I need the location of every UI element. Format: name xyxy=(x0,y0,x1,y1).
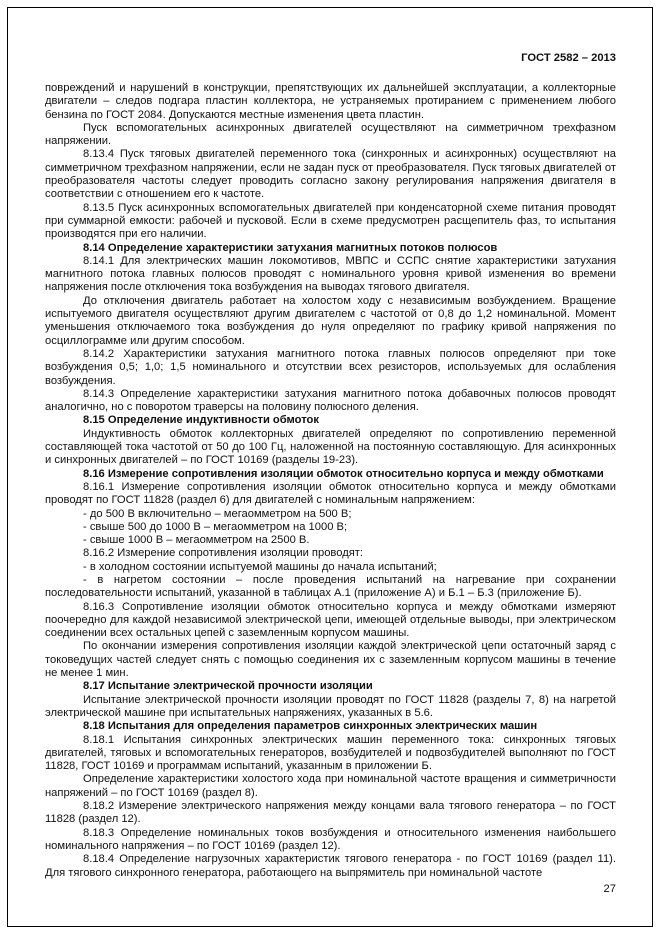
section-heading: 8.16 Измерение сопротивления изоляции обмоток относительно корпуса и между обмотками xyxy=(83,467,604,480)
section-heading: 8.14 Определение характеристики затухания магнитных потоков полюсов xyxy=(83,241,498,254)
page-content xyxy=(45,52,616,880)
page-number: 27 xyxy=(603,883,616,895)
paragraph: Индуктивность обмоток коллекторных двигателей определяют по сопротивлению переменной составляющей тока частотой от 50 до 100 Гц, наложенной на постоянную составляющую. Для асинхронных и синхронных двигателей – по ГОСТ 10169 (разделы 19-23). xyxy=(45,427,616,467)
section-heading: 8.15 Определение индуктивности обмоток xyxy=(83,414,319,427)
paragraph: Испытание электрической прочности изоляции проводят по ГОСТ 11828 (разделы 7, 8) на нагретой электрической машине при испытательных напряжениях, указанных в 5.6. xyxy=(45,693,616,719)
paragraph: 8.14.2 Характеристики затухания магнитного потока главных полюсов определяют при токе возбуждения 0,5; 1,0; 1,5 номинального и отсутствии всех резисторов, используемых для ослабления возбуждения. xyxy=(45,347,616,387)
paragraph: 8.16.1 Измерение сопротивления изоляции обмоток относительно корпуса и между обмотками проводят по ГОСТ 11828 (раздел 6) для двигателей с номинальным напряжением: xyxy=(45,480,616,507)
paragraph: - свыше 1000 В – мегаомметром на 2500 В. xyxy=(83,534,310,547)
section-heading: 8.17 Испытание электрической прочности изоляции xyxy=(83,680,373,693)
doc-number: ГОСТ 2582 – 2013 xyxy=(521,52,616,64)
paragraph: 8.13.4 Пуск тяговых двигателей переменного тока (синхронных и асинхронных) осуществляют на симметричном трехфазном напряжении, если не задан пуск от преобразователя. Пуск тяговых двигателей от преобразователя частоты следует проводить согласно закону регулирования напряжения двигателя в соответствии с отношением его к частоте. xyxy=(45,148,616,201)
section-heading: 8.18 Испытания для определения параметров синхронных электрических машин xyxy=(83,720,538,733)
paragraph: Пуск вспомогательных асинхронных двигателей осуществляют на симметричном трехфазном напряжении. xyxy=(45,121,616,148)
paragraph: - в нагретом состоянии – после проведения испытаний на нагревание при сохранении последовательности испытаний, указанной в таблицах А.1 (приложение А) и Б.1 – Б.3 (приложение Б). xyxy=(45,573,616,600)
paragraph: До отключения двигатель работает на холостом ходу с независимым возбуждением. Вращение испытуемого двигателя осуществляют другим двигателем с частотой от 0,8 до 1,2 номинальной. Момент уменьшения отключаемого тока возбуждения до нуля определяют по графику кривой напряжения по осциллограмме или другим способом. xyxy=(45,294,616,347)
paragraph: 8.14.3 Определение характеристики затухания магнитного потока добавочных полюсов проводят аналогично, но с поворотом траверсы на половину полюсного деления. xyxy=(45,387,616,414)
document-header xyxy=(45,52,616,65)
paragraph: 8.16.2 Измерение сопротивления изоляции проводят: xyxy=(83,547,364,560)
paragraph: - до 500 В включительно – мегаомметром на 500 В; xyxy=(83,507,352,520)
paragraph: повреждений и нарушений в конструкции, препятствующих их дальнейшей эксплуатации, а коллекторные двигатели – следов подгара пластин коллектора, не устраняемых протиранием с применением любого бензина по ГОСТ 2084. Допускаются местные изменения цвета пластин. xyxy=(45,82,616,121)
paragraph: - свыше 500 до 1000 В – мегаомметром на 1000 В; xyxy=(83,520,348,533)
paragraph: 8.18.4 Определение нагрузочных характеристик тягового генератора - по ГОСТ 10169 (раздел 11). Для тягового синхронного генератора, работающего на выпрямитель при номинальной частоте xyxy=(45,853,616,879)
page-footer xyxy=(45,883,616,896)
paragraph: 8.14.1 Для электрических машин локомотивов, МВПС и ССПС снятие характеристики затухания магнитного потока главных полюсов проводят с номинального уровня кривой изменения во времени напряжения после отключения тока возбуждения на выводах тягового двигателя. xyxy=(45,254,616,294)
paragraph: По окончании измерения сопротивления изоляции каждой электрической цепи остаточный заряд с токоведущих частей следует снять с помощью соединения их с заземленным корпусом машины в течение не менее 1 мин. xyxy=(45,640,616,680)
paragraph: 8.18.2 Измерение электрического напряжения между концами вала тягового генератора – по ГОСТ 11828 (раздел 12). xyxy=(45,800,616,826)
paragraph: - в холодном состоянии испытуемой машины до начала испытаний; xyxy=(83,560,437,573)
paragraph: Определение характеристики холостого хода при номинальной частоте вращения и симметричности напряжений – по ГОСТ 10169 (раздел 8). xyxy=(45,773,616,799)
paragraph: 8.16.3 Сопротивление изоляции обмоток относительно корпуса и между обмотками измеряют поочередно для каждой независимой электрической цепи, имеющей отдельные выводы, при электрическом соединении всех остальных цепей с заземленным корпусом машины. xyxy=(45,600,616,640)
paragraph: 8.18.3 Определение номинальных токов возбуждения и относительного изменения наибольшего номинального напряжения – по ГОСТ 10169 (раздел 12). xyxy=(45,826,616,852)
paragraph: 8.13.5 Пуск асинхронных вспомогательных двигателей при конденсаторной схеме питания проводят при суммарной емкости: рабочей и пусковой. Если в схеме предусмотрен расщепитель фаз, то испытания производятся при его наличии. xyxy=(45,201,616,241)
paragraph: 8.18.1 Испытания синхронных электрических машин переменного тока: синхронных тяговых двигателей, тяговых и вспомогательных генераторов, возбудителей и подвозбудителей выполняют по ГОСТ 11828, ГОСТ 10169 и программам испытаний, указанным в приложении Б. xyxy=(45,733,616,773)
document-body xyxy=(45,82,616,880)
